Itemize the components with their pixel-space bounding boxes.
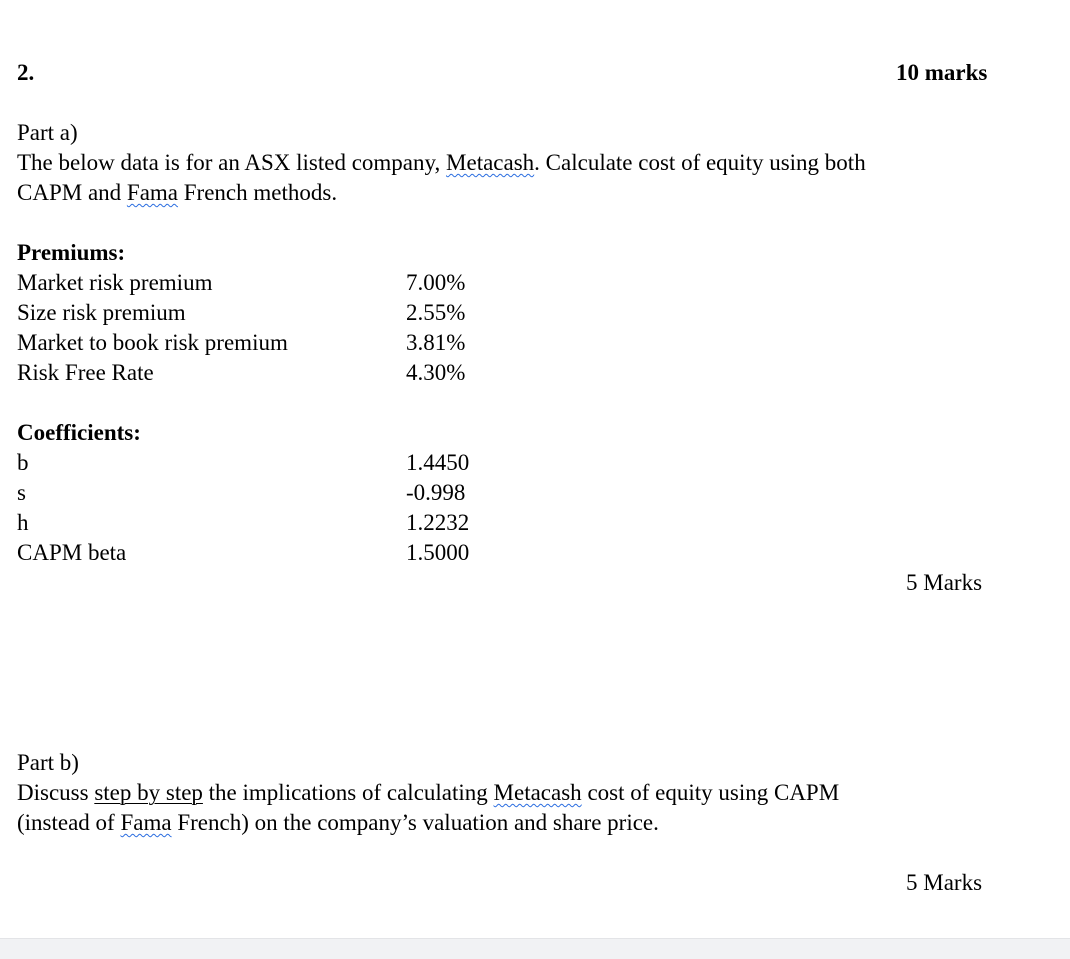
part-a-text: The below data is for an ASX listed company,	[17, 150, 447, 175]
premium-value: 3.81%	[406, 330, 466, 355]
spellcheck-word-metacash: Metacash	[446, 150, 535, 175]
premiums-title: Premiums:	[17, 240, 126, 265]
part-b-text: French) on the company’s valuation and share price.	[171, 810, 659, 835]
spellcheck-word-metacash: Metacash	[493, 780, 582, 805]
part-b-heading: Part b)	[17, 750, 79, 775]
page-bottom-divider	[0, 938, 1070, 959]
total-marks: 10 marks	[896, 60, 988, 85]
premium-value: 2.55%	[406, 300, 466, 325]
part-b-instruction-line-2	[17, 810, 659, 836]
coefficient-value: 1.4450	[406, 450, 470, 475]
part-a-instruction-line-1	[17, 150, 866, 176]
spellcheck-word-fama: Fama	[120, 810, 172, 835]
coefficient-value: -0.998	[406, 480, 466, 505]
question-number: 2.	[17, 60, 35, 85]
part-b-marks: 5 Marks	[906, 870, 983, 895]
premium-label: Market risk premium	[17, 270, 213, 295]
part-a-instruction-line-2	[17, 180, 337, 206]
spellcheck-word-fama: Fama	[126, 180, 179, 205]
part-a-heading: Part a)	[17, 120, 78, 145]
premium-label: Risk Free Rate	[17, 360, 154, 385]
underlined-step-by-step: step by step	[94, 780, 203, 805]
part-b-text: (instead of	[17, 810, 121, 835]
premium-label: Size risk premium	[17, 300, 186, 325]
part-a-text: French methods.	[178, 180, 338, 205]
part-a-text: CAPM and	[17, 180, 127, 205]
coefficient-value: 1.2232	[406, 510, 470, 535]
coefficient-label: b	[17, 450, 29, 475]
coefficient-label: s	[17, 480, 26, 505]
part-a-marks: 5 Marks	[906, 570, 983, 595]
premium-label: Market to book risk premium	[17, 330, 288, 355]
coefficient-label: h	[17, 510, 29, 535]
coefficient-label: CAPM beta	[17, 540, 127, 565]
part-a-text: . Calculate cost of equity using both	[534, 150, 866, 175]
part-b-text: the implications of calculating	[202, 780, 494, 805]
part-b-text: Discuss	[17, 780, 95, 805]
part-b-instruction-line-1	[17, 780, 839, 806]
coefficient-value: 1.5000	[406, 540, 470, 565]
premium-value: 4.30%	[406, 360, 466, 385]
premium-value: 7.00%	[406, 270, 466, 295]
part-b-text: cost of equity using CAPM	[581, 780, 840, 805]
coefficients-title: Coefficients:	[17, 420, 141, 445]
